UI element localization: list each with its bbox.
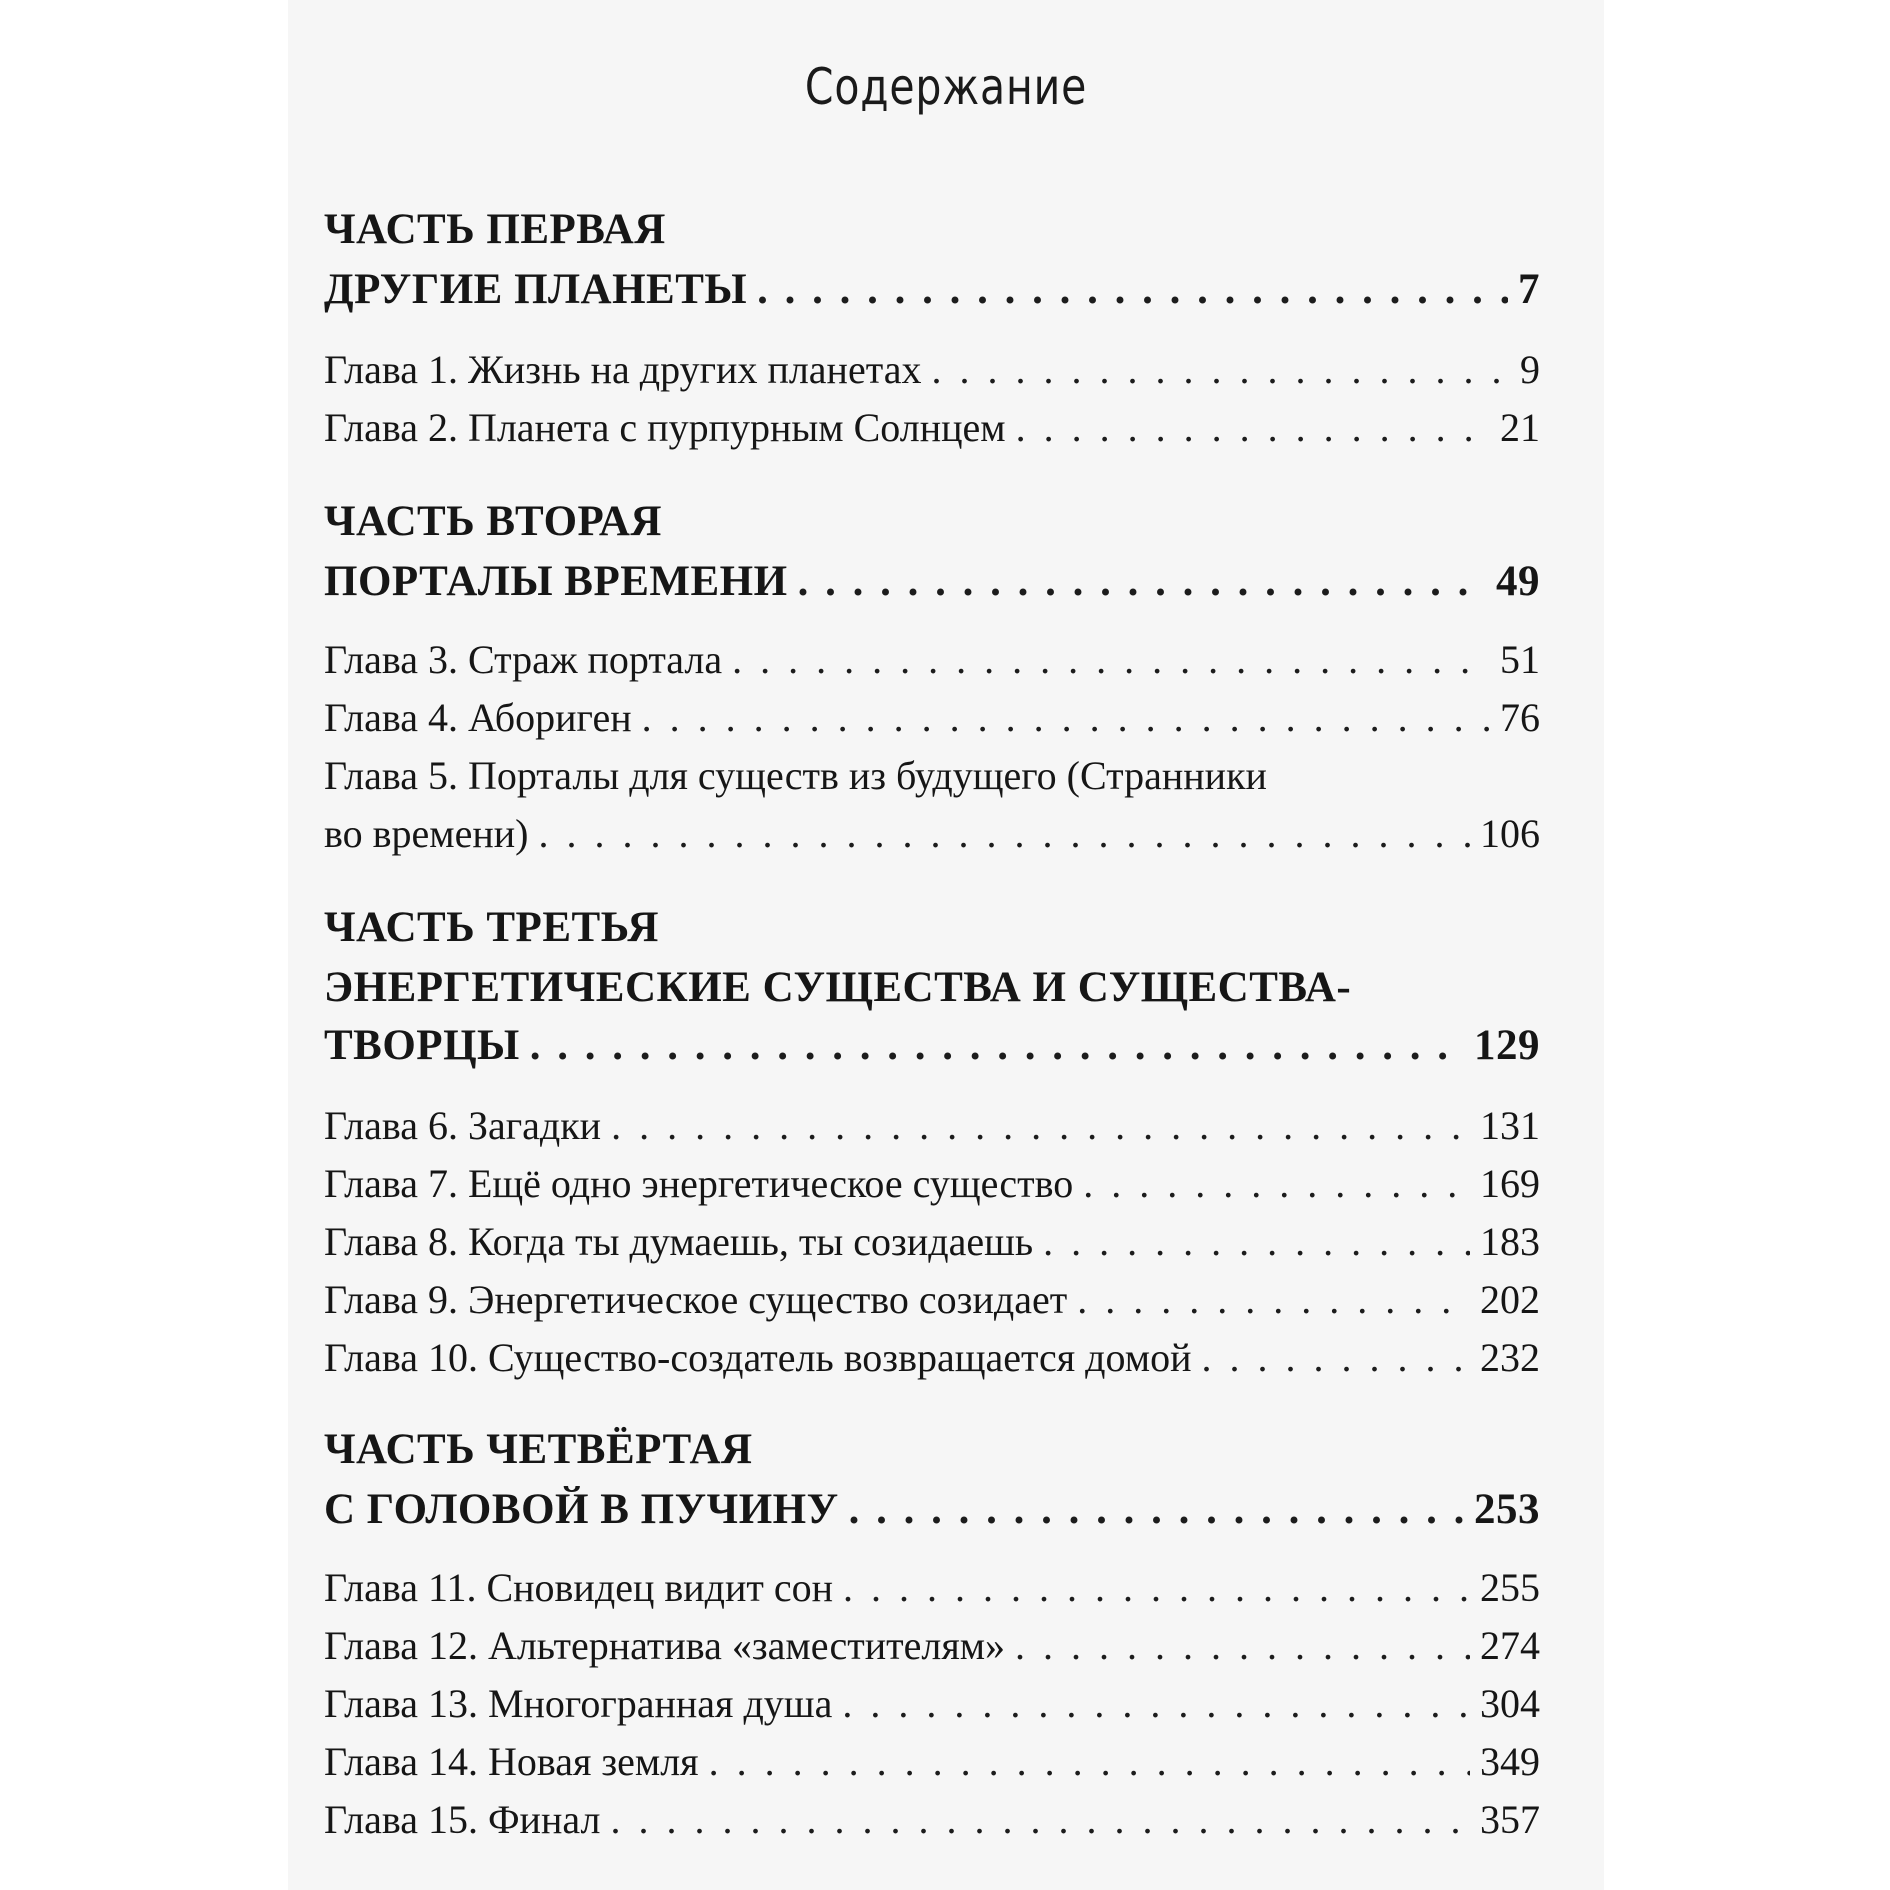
part-title: С ГОЛОВОЙ В ПУЧИНУ	[324, 1486, 839, 1533]
chapter-row[interactable]	[324, 1219, 1540, 1264]
chapter-title: Глава 3. Страж портала	[324, 637, 723, 682]
part-title-line2: ТВОРЦЫ	[324, 1022, 520, 1069]
page-number: 349	[1480, 1739, 1540, 1784]
chapter-title: Глава 2. Планета с пурпурным Солнцем	[324, 405, 1006, 450]
chapter-row[interactable]	[324, 1681, 1540, 1726]
dot-leader	[757, 268, 1508, 311]
chapter-title: Глава 13. Многогранная душа	[324, 1681, 833, 1726]
page-number: 232	[1480, 1335, 1540, 1380]
dot-leader	[798, 560, 1486, 603]
chapter-row[interactable]	[324, 1161, 1540, 1206]
dot-leader	[611, 1106, 1470, 1146]
book-page	[288, 0, 1604, 1890]
page-number: 255	[1480, 1565, 1540, 1610]
chapter-title: Глава 1. Жизнь на других планетах	[324, 347, 922, 392]
part-label: ЧАСТЬ ПЕРВАЯ	[324, 206, 666, 253]
chapter-title: Глава 6. Загадки	[324, 1103, 602, 1148]
dot-leader	[843, 1568, 1470, 1608]
dot-leader	[1077, 1280, 1470, 1320]
page-title: Содержание	[804, 58, 1088, 116]
chapter-row[interactable]	[324, 1565, 1540, 1610]
page-number: 253	[1474, 1486, 1540, 1533]
page-number: 76	[1500, 695, 1540, 740]
dot-leader	[732, 640, 1490, 680]
dot-leader	[1043, 1222, 1470, 1262]
part-title: ПОРТАЛЫ ВРЕМЕНИ	[324, 558, 788, 605]
page-number: 183	[1480, 1219, 1540, 1264]
page-number: 131	[1480, 1103, 1540, 1148]
page-number: 7	[1518, 266, 1540, 313]
part-title-row[interactable]	[324, 1488, 1540, 1531]
part-title-row[interactable]	[324, 268, 1540, 311]
page-number: 304	[1480, 1681, 1540, 1726]
chapter-title: Глава 14. Новая земля	[324, 1739, 699, 1784]
chapter-row[interactable]	[324, 1623, 1540, 1668]
page-number: 169	[1480, 1161, 1540, 1206]
chapter-row[interactable]	[324, 695, 1540, 740]
chapter-title-line2: во времени)	[324, 811, 529, 856]
dot-leader	[1083, 1164, 1470, 1204]
dot-leader	[931, 350, 1510, 390]
chapter-title: Глава 12. Альтернатива «заместителям»	[324, 1623, 1006, 1668]
dot-leader	[1015, 1626, 1470, 1666]
chapter-title: Глава 8. Когда ты думаешь, ты созидаешь	[324, 1219, 1034, 1264]
part-label: ЧАСТЬ ЧЕТВЁРТАЯ	[324, 1426, 753, 1473]
page-number: 21	[1500, 405, 1540, 450]
dot-leader	[849, 1488, 1464, 1531]
page-number: 129	[1474, 1022, 1540, 1069]
chapter-row[interactable]	[324, 1739, 1540, 1784]
chapter-row[interactable]	[324, 811, 1540, 856]
dot-leader	[842, 1684, 1470, 1724]
page-number: 49	[1496, 558, 1540, 605]
chapter-title: Глава 9. Энергетическое существо созидает	[324, 1277, 1068, 1322]
dot-leader	[642, 698, 1490, 738]
chapter-row[interactable]	[324, 1797, 1540, 1842]
page-number: 106	[1480, 811, 1540, 856]
part-label: ЧАСТЬ ВТОРАЯ	[324, 498, 662, 545]
chapter-title: Глава 11. Сновидец видит сон	[324, 1565, 834, 1610]
chapter-title: Глава 4. Абориген	[324, 695, 632, 740]
chapter-row[interactable]	[324, 347, 1540, 392]
dot-leader	[709, 1742, 1470, 1782]
dot-leader	[1201, 1338, 1470, 1378]
page-number: 202	[1480, 1277, 1540, 1322]
part-title-row[interactable]	[324, 1024, 1540, 1067]
chapter-row[interactable]	[324, 1335, 1540, 1380]
chapter-row[interactable]	[324, 1277, 1540, 1322]
chapter-row[interactable]	[324, 1103, 1540, 1148]
chapter-row[interactable]	[324, 405, 1540, 450]
dot-leader	[1016, 408, 1490, 448]
chapter-row[interactable]	[324, 637, 1540, 682]
dot-leader	[530, 1024, 1464, 1067]
chapter-title-line1[interactable]: Глава 5. Порталы для существ из будущего (Странники	[324, 753, 1267, 798]
page-number: 357	[1480, 1797, 1540, 1842]
dot-leader	[538, 814, 1470, 854]
page-number: 274	[1480, 1623, 1540, 1668]
chapter-title: Глава 15. Финал	[324, 1797, 601, 1842]
dot-leader	[610, 1800, 1470, 1840]
part-title: ДРУГИЕ ПЛАНЕТЫ	[324, 266, 748, 313]
page-number: 9	[1520, 347, 1540, 392]
chapter-title: Глава 10. Существо-создатель возвращается домой	[324, 1335, 1192, 1380]
part-title-row[interactable]	[324, 560, 1540, 603]
page-number: 51	[1500, 637, 1540, 682]
part-title-line1[interactable]: ЭНЕРГЕТИЧЕСКИЕ СУЩЕСТВА И СУЩЕСТВА-	[324, 964, 1352, 1011]
chapter-title: Глава 7. Ещё одно энергетическое существо	[324, 1161, 1074, 1206]
part-label: ЧАСТЬ ТРЕТЬЯ	[324, 904, 659, 951]
